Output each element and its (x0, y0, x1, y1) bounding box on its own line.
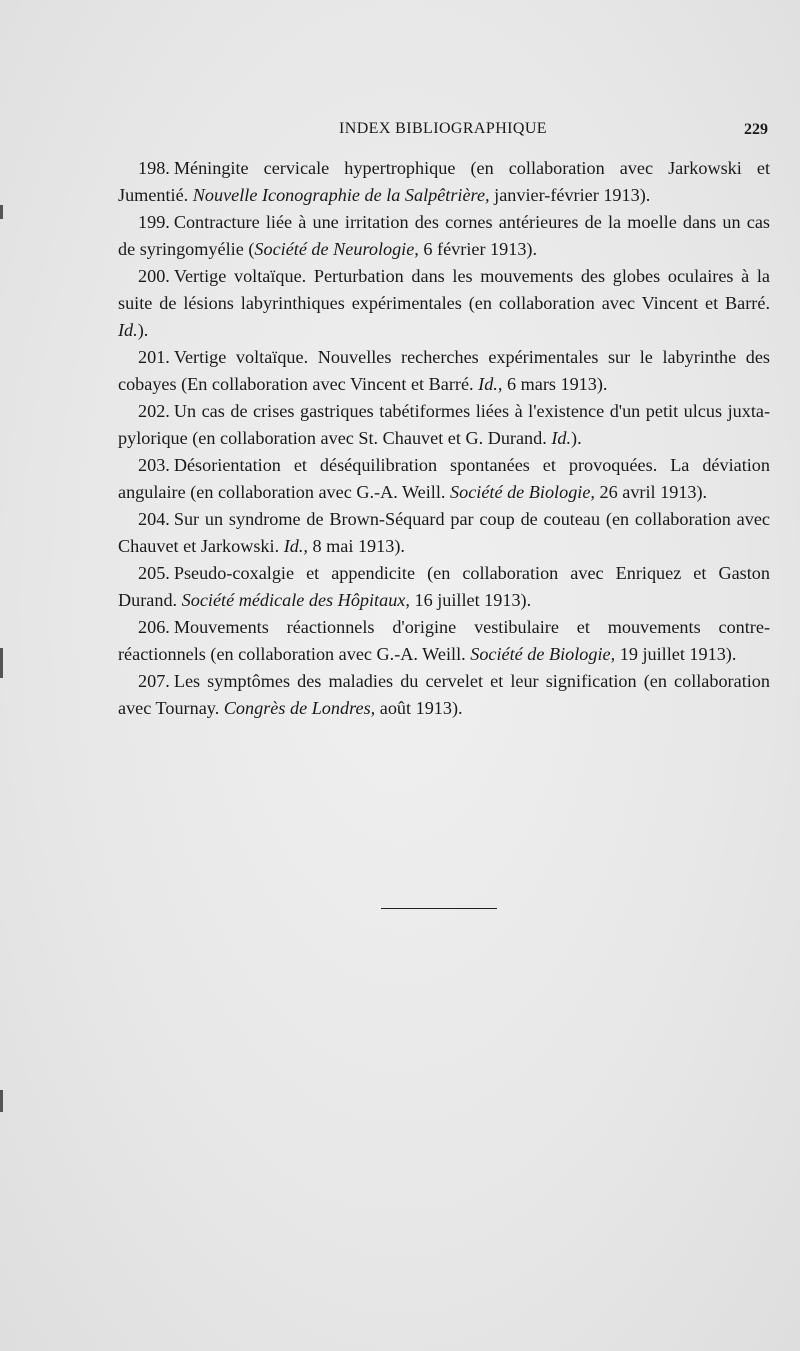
entry-source: Société de Biologie, (450, 482, 595, 502)
entry-text: Un cas de crises gastriques tabétiformes liées à l'existence d'un petit ulcus juxta-pylorique (en collaboration avec St. Chauvet et G. Durand. (118, 401, 770, 448)
entry-tail: 19 juillet 1913). (619, 644, 737, 664)
entry-tail: 6 mars 1913). (506, 374, 608, 394)
entry-text: Désorientation et déséquilibration spontanées et provoquées. La déviation angulaire (en collaboration avec G.-A. Weill. (118, 455, 770, 502)
bibliography-entry (118, 560, 770, 614)
bibliography-entry (118, 344, 770, 398)
entry-tail: 8 mai 1913). (312, 536, 405, 556)
scan-edge-mark (0, 1090, 3, 1112)
entry-text: Sur un syndrome de Brown-Séquard par coup de couteau (en collaboration avec Chauvet et Jarkowski. (118, 509, 770, 556)
running-head (118, 120, 768, 142)
entry-tail: janvier-février 1913). (494, 185, 651, 205)
entry-source: Société médicale des Hôpitaux, (181, 590, 410, 610)
entry-number: 200. (138, 266, 170, 286)
entry-text: Pseudo-coxalgie et appendicite (en collaboration avec Enriquez et Gaston Durand. (118, 563, 770, 610)
entry-source: Congrès de Londres, (223, 698, 376, 718)
page-number: 229 (744, 121, 768, 138)
entry-number: 207. (138, 671, 170, 691)
entry-tail: ). (571, 428, 582, 448)
entry-number: 202. (138, 401, 170, 421)
running-title: INDEX BIBLIOGRAPHIQUE (339, 120, 547, 137)
entry-source: Société de Neurologie, (254, 239, 419, 259)
entry-tail: ). (137, 320, 149, 340)
bibliography-entry (118, 209, 770, 263)
entry-number: 199. (138, 212, 170, 232)
entry-number: 203. (138, 455, 170, 475)
bibliography-entry (118, 155, 770, 209)
bibliography-entry (118, 668, 770, 722)
entry-source: Société de Biologie, (470, 644, 616, 664)
entry-tail: 6 février 1913). (423, 239, 538, 259)
end-rule (381, 908, 497, 909)
bibliography-entry (118, 452, 770, 506)
bibliography-entry (118, 506, 770, 560)
entry-number: 198. (138, 158, 170, 178)
entry-number: 205. (138, 563, 170, 583)
entry-source: Id. (118, 320, 138, 340)
entry-tail: 26 avril 1913). (599, 482, 708, 502)
scan-edge-mark (0, 648, 3, 678)
scan-edge-mark (0, 205, 3, 219)
entry-tail: août 1913). (379, 698, 463, 718)
entry-text: Contracture liée à une irritation des cornes antérieures de la moelle dans un cas de syringomyélie ( (118, 212, 770, 259)
entry-source: Id., (478, 374, 503, 394)
bibliography-entry (118, 398, 770, 452)
entry-number: 206. (138, 617, 170, 637)
entry-number: 204. (138, 509, 170, 529)
entry-text: Vertige voltaïque. Perturbation dans les mouvements des globes oculaires à la suite de lésions labyrinthiques expérimentales (en collaboration avec Vincent et Barré. (118, 266, 770, 313)
entry-number: 201. (138, 347, 170, 367)
entry-source: Id. (551, 428, 572, 448)
entry-source: Nouvelle Iconographie de la Salpêtrière, (192, 185, 490, 205)
entry-source: Id., (283, 536, 308, 556)
bibliography-entry (118, 263, 770, 344)
bibliography-entries (118, 155, 770, 722)
entry-text: Mouvements réactionnels d'origine vestibulaire et mouvements contre-réactionnels (en collaboration avec G.-A. Weill. (118, 617, 770, 664)
entry-text: Méningite cervicale hypertrophique (en collaboration avec Jarkowski et Jumentié. (118, 158, 770, 205)
entry-text: Les symptômes des maladies du cervelet et leur signification (en collaboration avec Tournay. (118, 671, 770, 718)
entry-text: Vertige voltaïque. Nouvelles recherches expérimentales sur le labyrinthe des cobayes (En collaboration avec Vincent et Barré. (118, 347, 770, 394)
entry-tail: 16 juillet 1913). (414, 590, 532, 610)
bibliography-entry (118, 614, 770, 668)
